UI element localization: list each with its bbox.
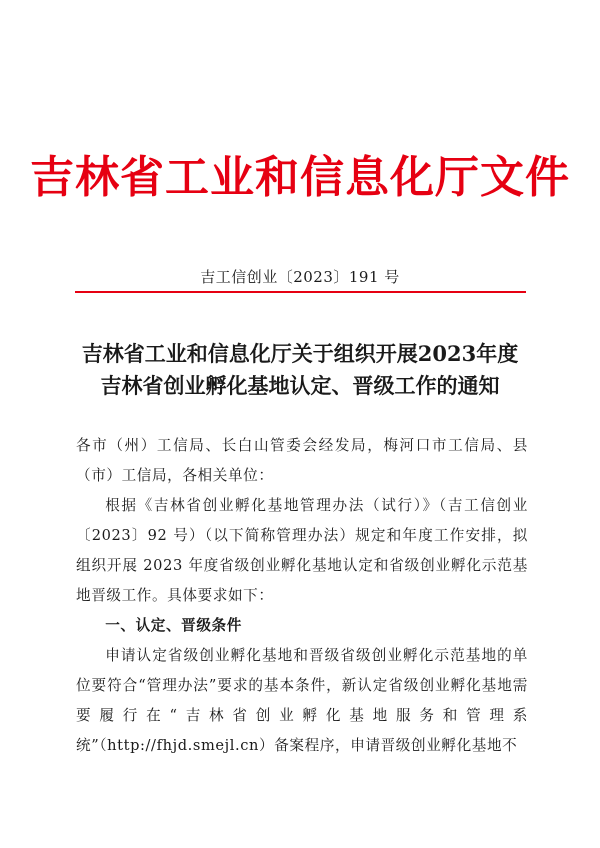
red-divider-line bbox=[75, 291, 526, 293]
document-number: 吉工信创业〔2023〕191 号 bbox=[200, 268, 400, 286]
section-1-heading: 一、认定、晋级条件 bbox=[105, 617, 242, 634]
notice-title-line-2: 吉林省创业孵化基地认定、晋级工作的通知 bbox=[100, 373, 500, 398]
recipients-paragraph: 各市（州）工信局、长白山管委会经发局，梅河口市工信局、县（市）工信局，各相关单位： bbox=[76, 437, 528, 484]
document-header-title: 吉林省工业和信息化厅文件 bbox=[30, 152, 570, 203]
notice-title bbox=[40, 338, 560, 402]
section-1-paragraph: 申请认定省级创业孵化基地和晋级省级创业孵化示范基地的单位要符合“管理办法”要求的基本条件，新认定省级创业孵化基地需要履行在“吉林省创业孵化基地服务和管理系统”（http://fhjd.smejl.cn）备案程序，申请晋级创业孵化基地不 bbox=[76, 647, 528, 754]
notice-title-line-1: 吉林省工业和信息化厅关于组织开展2023年度 bbox=[81, 341, 519, 366]
intro-paragraph: 根据《吉林省创业孵化基地管理办法（试行）》（吉工信创业〔2023〕92 号）（以下简称管理办法）规定和年度工作安排，拟组织开展 2023 年度省级创业孵化基地认定和省级创业孵化示范基地晋级工作。具体要求如下： bbox=[76, 497, 528, 604]
notice-body bbox=[76, 431, 528, 761]
